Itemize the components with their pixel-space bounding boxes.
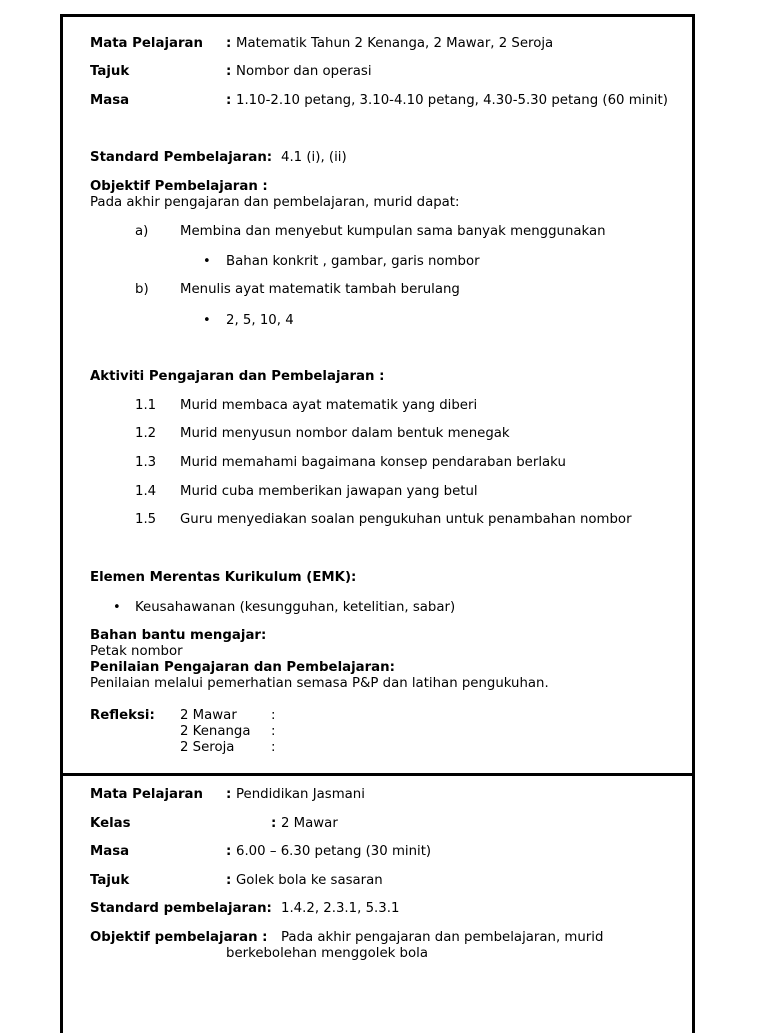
emk-label: Elemen Merentas Kurikulum (EMK): [90,570,357,585]
activity-number: 1.4 [135,484,157,499]
objective-label: Objektif pembelajaran : [90,930,268,945]
time-value: 1.10-2.10 petang, 3.10-4.10 petang, 4.30-5.30 petang (60 minit) [236,93,668,108]
colon: : [226,844,232,859]
standard-label: Standard Pembelajaran: [90,150,273,165]
activity-number: 1.1 [135,398,157,413]
objective-intro: Pada akhir pengajaran dan pembelajaran, murid dapat: [90,195,460,210]
activity-number: 1.5 [135,512,157,527]
colon: : [226,64,232,79]
colon: : [226,787,232,802]
bullet-icon: • [113,600,121,615]
objective-marker: a) [135,224,149,239]
class-value: 2 Mawar [281,816,338,831]
bullet-icon: • [203,254,211,269]
objective-marker: b) [135,282,149,297]
colon: : [271,816,277,831]
reflection-colon: : [271,708,276,723]
activity-number: 1.2 [135,426,157,441]
activity-text: Murid menyusun nombor dalam bentuk menegak [180,426,510,441]
class-label: Kelas [90,816,131,831]
time-label: Masa [90,844,130,859]
standard-label: Standard pembelajaran: [90,901,272,916]
objective-text: Membina dan menyebut kumpulan sama banyak menggunakan [180,224,606,239]
subject-value: Matematik Tahun 2 Kenanga, 2 Mawar, 2 Seroja [236,36,554,51]
topic-value: Golek bola ke sasaran [236,873,383,888]
activities-label: Aktiviti Pengajaran dan Pembelajaran : [90,369,385,384]
activity-text: Murid membaca ayat matematik yang diberi [180,398,478,413]
colon: : [226,36,232,51]
activity-text: Murid memahami bagaimana konsep pendaraban berlaku [180,455,566,470]
aids-value: Petak nombor [90,644,183,659]
objective-value: berkebolehan menggolek bola [226,946,428,961]
aids-label: Bahan bantu mengajar: [90,628,267,643]
objective-label: Objektif Pembelajaran : [90,179,268,194]
topic-value: Nombor dan operasi [236,64,372,79]
activity-number: 1.3 [135,455,157,470]
time-value: 6.00 – 6.30 petang (30 minit) [236,844,432,859]
objective-bullet: 2, 5, 10, 4 [226,313,294,328]
assessment-label: Penilaian Pengajaran dan Pembelajaran: [90,660,395,675]
objective-value: Pada akhir pengajaran dan pembelajaran, murid [281,930,604,945]
time-label: Masa [90,93,130,108]
subject-value: Pendidikan Jasmani [236,787,365,802]
subject-label: Mata Pelajaran [90,787,203,802]
colon: : [226,93,232,108]
standard-value: 1.4.2, 2.3.1, 5.3.1 [281,901,400,916]
reflection-class: 2 Mawar [180,708,237,723]
reflection-label: Refleksi: [90,708,155,723]
bullet-icon: • [203,313,211,328]
assessment-value: Penilaian melalui pemerhatian semasa P&P dan latihan pengukuhan. [90,676,549,691]
colon: : [226,873,232,888]
subject-label: Mata Pelajaran [90,36,203,51]
activity-text: Murid cuba memberikan jawapan yang betul [180,484,478,499]
topic-label: Tajuk [90,873,130,888]
objective-text: Menulis ayat matematik tambah berulang [180,282,460,297]
reflection-class: 2 Seroja [180,740,235,755]
standard-value: 4.1 (i), (ii) [281,150,347,165]
reflection-class: 2 Kenanga [180,724,251,739]
activity-text: Guru menyediakan soalan pengukuhan untuk penambahan nombor [180,512,632,527]
reflection-colon: : [271,724,276,739]
reflection-colon: : [271,740,276,755]
topic-label: Tajuk [90,64,130,79]
emk-item: Keusahawanan (kesungguhan, ketelitian, sabar) [135,600,456,615]
objective-bullet: Bahan konkrit , gambar, garis nombor [226,254,480,269]
